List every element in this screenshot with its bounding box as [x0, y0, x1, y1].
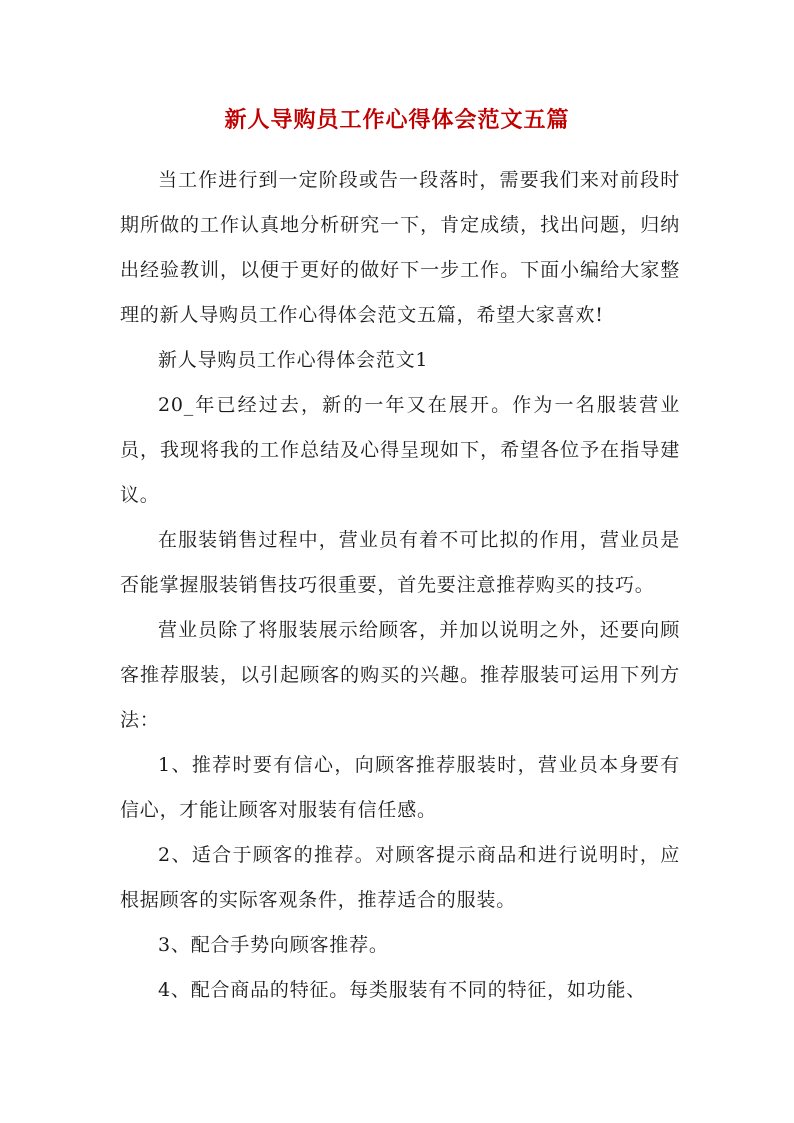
- intro-paragraph: 当工作进行到一定阶段或告一段落时，需要我们来对前段时期所做的工作认真地分析研究一下，肯定成绩，找出问题，归纳出经验教训，以便于更好的做好下一步工作。下面小编给大家整理的新人导购员工作心得体会范文五篇，希望大家喜欢!: [120, 169, 680, 326]
- list-item: 1、推荐时要有信心，向顾客推荐服装时，营业员本身要有信心，才能让顾客对服装有信任感。: [120, 754, 680, 821]
- body-paragraph: 20_年已经过去，新的一年又在展开。作为一名服装营业员，我现将我的工作总结及心得呈现如下，希望各位予在指导建议。: [120, 394, 680, 506]
- body-paragraph: 在服装销售过程中，营业员有着不可比拟的作用，营业员是否能掌握服装销售技巧很重要，首先要注意推荐购买的技巧。: [120, 529, 680, 596]
- document-body: [120, 158, 680, 1013]
- list-item: 4、配合商品的特征。每类服装有不同的特征，如功能、: [158, 979, 647, 1001]
- section-heading: 新人导购员工作心得体会范文1: [158, 349, 429, 371]
- body-paragraph: 营业员除了将服装展示给顾客，并加以说明之外，还要向顾客推荐服装，以引起顾客的购买的兴趣。推荐服装可运用下列方法：: [120, 619, 680, 731]
- document-title: 新人导购员工作心得体会范文五篇: [224, 107, 570, 133]
- list-item: 3、配合手势向顾客推荐。: [158, 934, 389, 956]
- list-item: 2、适合于顾客的推荐。对顾客提示商品和进行说明时，应根据顾客的实际客观条件，推荐适合的服装。: [120, 844, 680, 911]
